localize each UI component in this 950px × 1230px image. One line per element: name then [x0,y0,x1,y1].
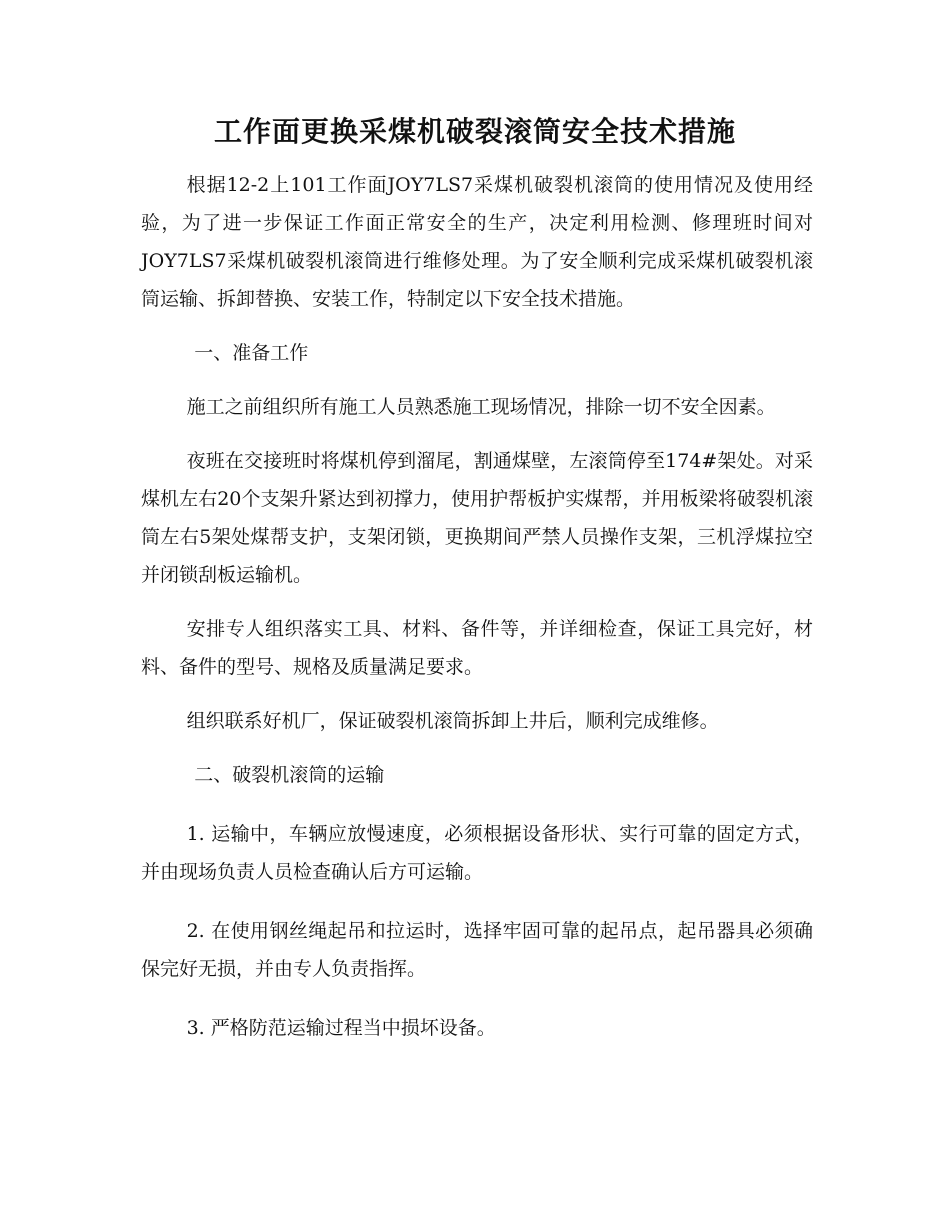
paragraph-night-shift: 夜班在交接班时将煤机停到溜尾，割通煤壁，左滚筒停至174#架处。对采煤机左右20个支架升紧达到初撑力，使用护帮板护实煤帮，并用板梁将破裂机滚筒左右5架处煤帮支护，支架闭锁，更换期间严禁人员操作支架，三机浮煤拉空并闭锁刮板运输机。 [141,450,813,586]
list-item-2: 2. 在使用钢丝绳起吊和拉运时，选择牢固可靠的起吊点，起吊器具必须确保完好无损，并由专人负责指挥。 [141,920,813,980]
section-heading-transport: 二、破裂机滚筒的运输 [194,764,385,786]
paragraph-tools-materials: 安排专人组织落实工具、材料、备件等，并详细检查，保证工具完好，材料、备件的型号、规格及质量满足要求。 [141,618,813,678]
document-body [141,166,813,1047]
intro-paragraph: 根据12-2上101工作面JOY7LS7采煤机破裂机滚筒的使用情况及使用经验，为了进一步保证工作面正常安全的生产，决定利用检测、修理班时间对JOY7LS7采煤机破裂机滚筒进行维修处理。为了安全顺利完成采煤机破裂机滚筒运输、拆卸替换、安装工作，特制定以下安全技术措施。 [141,174,813,310]
paragraph-site-familiarization: 施工之前组织所有施工人员熟悉施工现场情况，排除一切不安全因素。 [186,396,776,418]
paragraph-contact-factory: 组织联系好机厂，保证破裂机滚筒拆卸上井后，顺利完成维修。 [186,710,719,732]
list-item-3: 3. 严格防范运输过程当中损坏设备。 [186,1017,496,1039]
document-title: 工作面更换采煤机破裂滚筒安全技术措施 [213,115,736,148]
section-heading-preparation: 一、准备工作 [194,342,309,364]
list-item-1: 1. 运输中，车辆应放慢速度，必须根据设备形状、实行可靠的固定方式，并由现场负责人员检查确认后方可运输。 [141,823,813,883]
